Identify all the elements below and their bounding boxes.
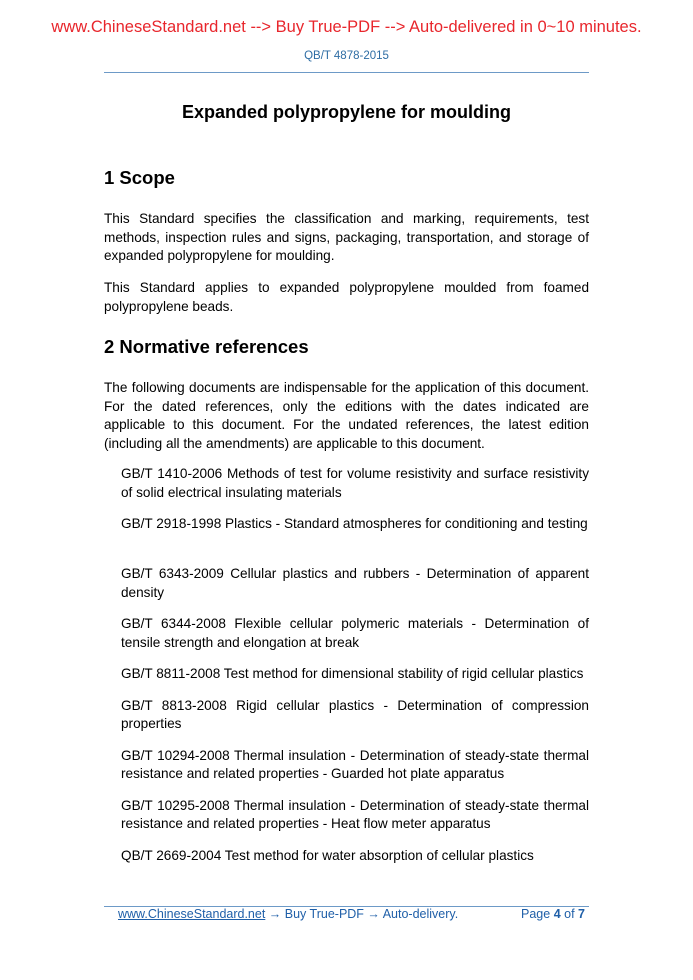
header-divider xyxy=(104,72,589,73)
reference-item: GB/T 8813-2008 Rigid cellular plastics - Determination of compression properties xyxy=(121,697,589,731)
section-heading-scope: 1 Scope xyxy=(104,167,175,188)
scope-paragraph-2: This Standard applies to expanded polypropylene moulded from foamed polypropylene beads. xyxy=(104,280,589,314)
reference-item: GB/T 10295-2008 Thermal insulation - Determination of steady-state thermal resistance and related properties - Heat flow meter apparatus xyxy=(121,797,589,831)
footer-promo xyxy=(118,907,458,921)
page-number xyxy=(521,907,585,921)
reference-item: QB/T 2669-2004 Test method for water absorption of cellular plastics xyxy=(121,847,534,863)
page-total: 7 xyxy=(578,907,585,921)
page-label: Page xyxy=(521,907,551,921)
promo-banner[interactable]: www.ChineseStandard.net --> Buy True-PDF --> Auto-delivered in 0~10 minutes. xyxy=(51,18,642,36)
page-footer xyxy=(104,906,589,921)
reference-item: GB/T 8811-2008 Test method for dimensional stability of rigid cellular plastics xyxy=(121,666,584,681)
footer-site-link[interactable]: www.ChineseStandard.net xyxy=(118,907,266,921)
reference-item: GB/T 6344-2008 Flexible cellular polymeric materials - Determination of tensile strength and elongation at break xyxy=(121,616,589,650)
reference-item: GB/T 10294-2008 Thermal insulation - Determination of steady-state thermal resistance and related properties - Guarded hot plate apparatus xyxy=(121,747,589,781)
footer-promo-tail: → Buy True-PDF → Auto-delivery. xyxy=(265,907,459,921)
reference-list xyxy=(121,465,589,878)
reference-item: GB/T 2918-1998 Plastics - Standard atmospheres for conditioning and testing xyxy=(121,516,588,531)
page-current: 4 xyxy=(553,907,561,921)
standard-code: QB/T 4878-2015 xyxy=(304,50,389,62)
normative-intro-paragraph: The following documents are indispensable for the application of this document. For the dated references, only the editions with the dates indicated are applicable to this document. For the undated references, the latest edition (including all the amendments) are applicable to this document. xyxy=(104,380,589,451)
reference-item: GB/T 6343-2009 Cellular plastics and rubbers - Determination of apparent density xyxy=(121,566,589,600)
scope-paragraph-1: This Standard specifies the classification and marking, requirements, test methods, inspection rules and signs, packaging, transportation, and storage of expanded polypropylene for moulding. xyxy=(104,211,589,263)
document-title: Expanded polypropylene for moulding xyxy=(181,102,512,122)
section-heading-normative-references: 2 Normative references xyxy=(104,336,309,357)
reference-item: GB/T 1410-2006 Methods of test for volume resistivity and surface resistivity of solid electrical insulating materials xyxy=(121,466,589,500)
page-of: of xyxy=(564,907,575,921)
